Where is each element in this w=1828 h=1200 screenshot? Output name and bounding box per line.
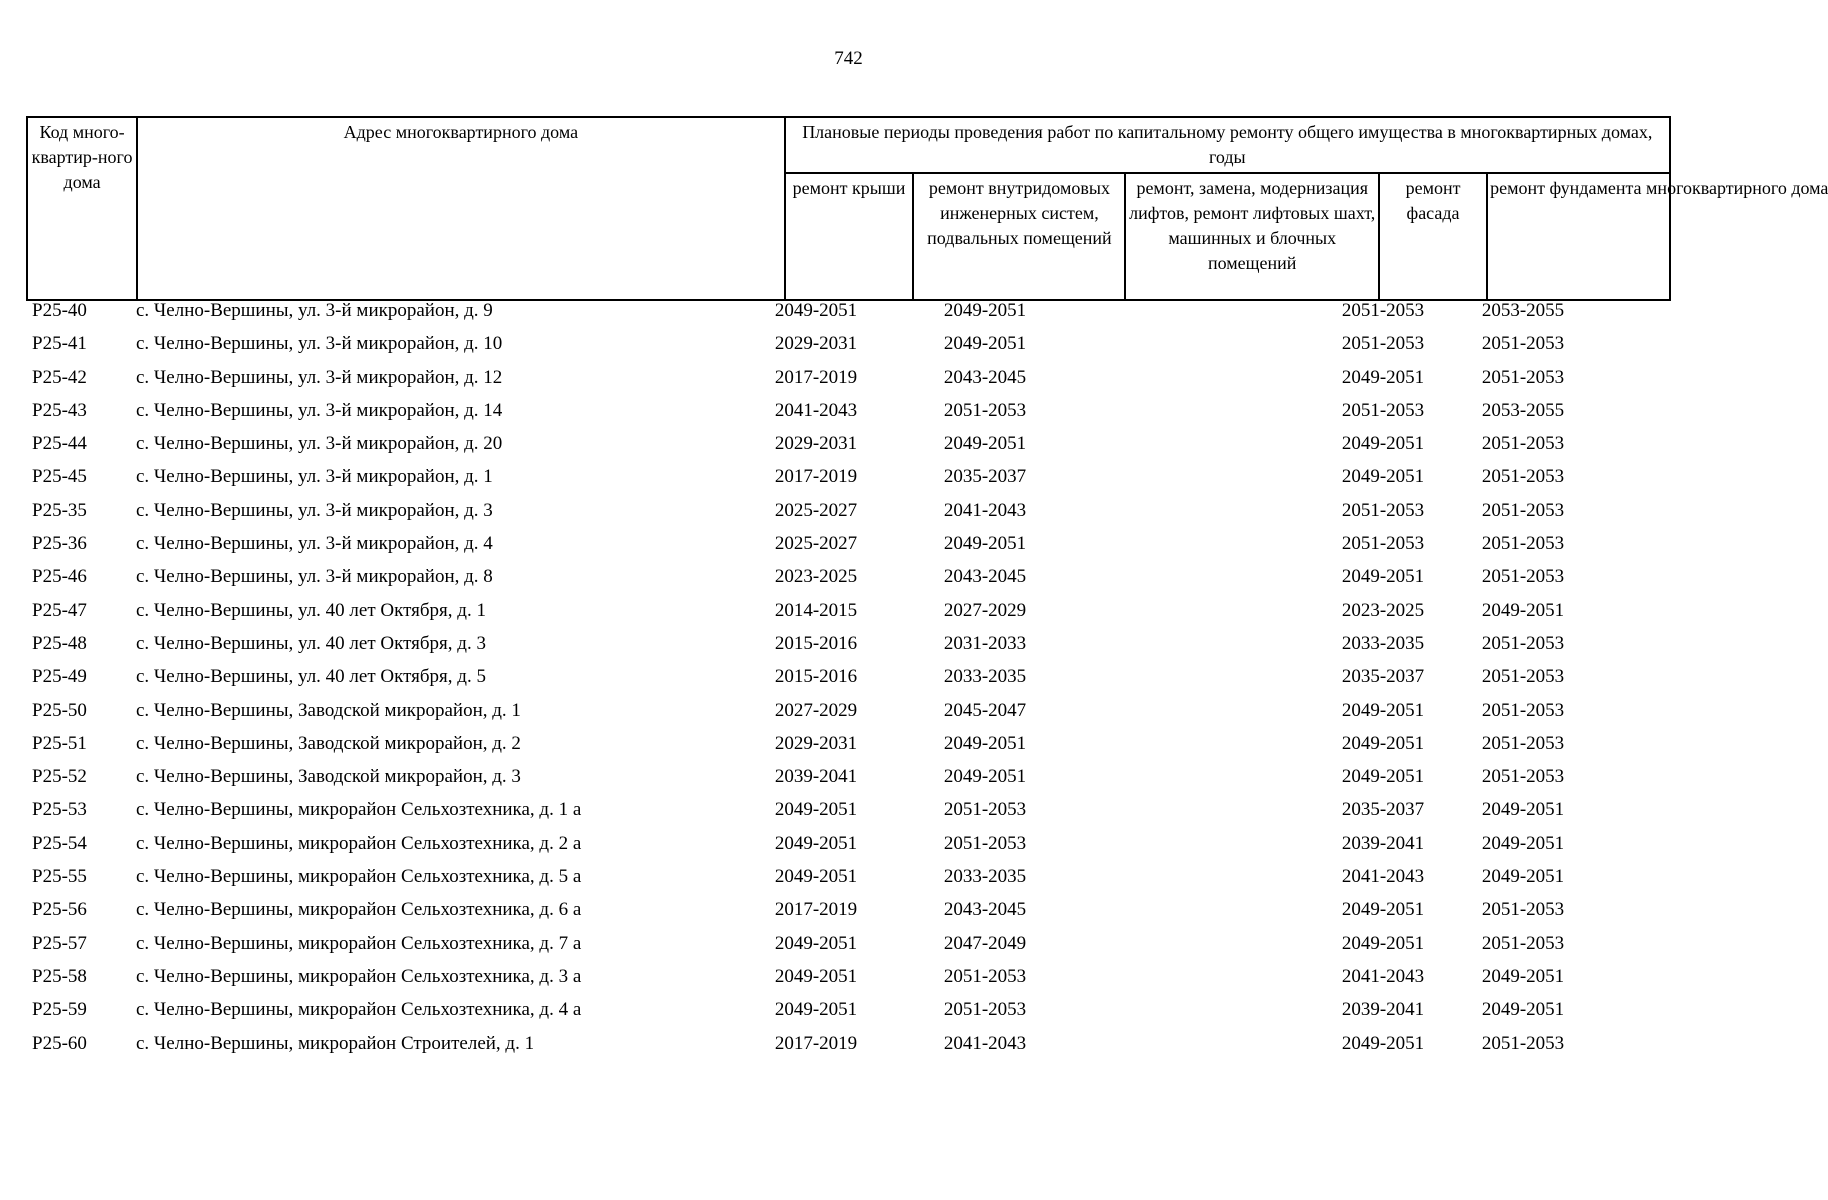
cell-code: Р25-47	[32, 599, 87, 621]
cell-roof: 2017-2019	[774, 899, 858, 921]
table-row	[26, 830, 1671, 863]
header-lifts: ремонт, замена, модернизация лифтов, ремонт лифтовых шахт, машинных и блочных помещений	[1125, 173, 1379, 300]
cell-engineering: 2051-2053	[943, 399, 1027, 421]
cell-engineering: 2051-2053	[943, 832, 1027, 854]
cell-facade: 2051-2053	[1341, 333, 1425, 355]
table-row	[26, 730, 1671, 763]
cell-roof: 2041-2043	[774, 399, 858, 421]
cell-engineering: 2047-2049	[943, 932, 1027, 954]
cell-roof: 2029-2031	[774, 433, 858, 455]
cell-engineering: 2033-2035	[943, 866, 1027, 888]
cell-foundation: 2053-2055	[1481, 300, 1565, 321]
cell-address: с. Челно-Вершины, ул. 40 лет Октября, д. 3	[136, 632, 486, 654]
cell-roof: 2017-2019	[774, 1032, 858, 1054]
table-row	[26, 996, 1671, 1029]
cell-code: Р25-35	[32, 499, 87, 521]
cell-roof: 2017-2019	[774, 466, 858, 488]
cell-address: с. Челно-Вершины, микрорайон Сельхозтехника, д. 4 а	[136, 999, 582, 1021]
cell-roof: 2015-2016	[774, 632, 858, 654]
cell-foundation: 2051-2053	[1481, 932, 1565, 954]
cell-foundation: 2051-2053	[1481, 1032, 1565, 1054]
table-row	[26, 963, 1671, 996]
cell-facade: 2035-2037	[1341, 666, 1425, 688]
table-row	[26, 463, 1671, 496]
cell-foundation: 2053-2055	[1481, 399, 1565, 421]
cell-foundation: 2051-2053	[1481, 533, 1565, 555]
cell-code: Р25-54	[32, 832, 87, 854]
cell-facade: 2049-2051	[1341, 566, 1425, 588]
cell-engineering: 2049-2051	[943, 333, 1027, 355]
cell-address: с. Челно-Вершины, микрорайон Сельхозтехника, д. 6 а	[136, 899, 582, 921]
cell-code: Р25-48	[32, 632, 87, 654]
cell-facade: 2051-2053	[1341, 300, 1425, 321]
cell-address: с. Челно-Вершины, ул. 3-й микрорайон, д. 8	[136, 566, 493, 588]
cell-facade: 2049-2051	[1341, 366, 1425, 388]
cell-roof: 2025-2027	[774, 499, 858, 521]
cell-roof: 2049-2051	[774, 300, 858, 321]
table-body	[26, 297, 1671, 1063]
cell-engineering: 2031-2033	[943, 632, 1027, 654]
cell-roof: 2017-2019	[774, 366, 858, 388]
cell-address: с. Челно-Вершины, микрорайон Сельхозтехника, д. 3 а	[136, 965, 582, 987]
table-row	[26, 563, 1671, 596]
table-row	[26, 796, 1671, 829]
cell-engineering: 2035-2037	[943, 466, 1027, 488]
cell-engineering: 2049-2051	[943, 766, 1027, 788]
table-row	[26, 697, 1671, 730]
cell-roof: 2049-2051	[774, 999, 858, 1021]
cell-address: с. Челно-Вершины, микрорайон Строителей, д. 1	[136, 1032, 535, 1054]
table-row	[26, 330, 1671, 363]
cell-code: Р25-50	[32, 699, 87, 721]
cell-address: с. Челно-Вершины, Заводской микрорайон, д. 3	[136, 766, 521, 788]
cell-facade: 2049-2051	[1341, 899, 1425, 921]
cell-address: с. Челно-Вершины, ул. 40 лет Октября, д. 5	[136, 666, 486, 688]
cell-address: с. Челно-Вершины, ул. 3-й микрорайон, д. 20	[136, 433, 503, 455]
cell-address: с. Челно-Вершины, ул. 3-й микрорайон, д. 1	[136, 466, 493, 488]
cell-foundation: 2051-2053	[1481, 699, 1565, 721]
cell-address: с. Челно-Вершины, ул. 40 лет Октября, д. 1	[136, 599, 486, 621]
cell-roof: 2049-2051	[774, 932, 858, 954]
cell-engineering: 2041-2043	[943, 499, 1027, 521]
cell-code: Р25-51	[32, 732, 87, 754]
cell-foundation: 2051-2053	[1481, 732, 1565, 754]
cell-roof: 2014-2015	[774, 599, 858, 621]
cell-facade: 2049-2051	[1341, 699, 1425, 721]
cell-foundation: 2049-2051	[1481, 599, 1565, 621]
table-row	[26, 863, 1671, 896]
table-row	[26, 497, 1671, 530]
cell-foundation: 2051-2053	[1481, 333, 1565, 355]
cell-address: с. Челно-Вершины, ул. 3-й микрорайон, д. 10	[136, 333, 503, 355]
cell-engineering: 2041-2043	[943, 1032, 1027, 1054]
cell-code: Р25-45	[32, 466, 87, 488]
cell-foundation: 2051-2053	[1481, 899, 1565, 921]
cell-foundation: 2051-2053	[1481, 499, 1565, 521]
table-row	[26, 297, 1671, 330]
cell-address: с. Челно-Вершины, ул. 3-й микрорайон, д. 14	[136, 399, 503, 421]
table-row	[26, 597, 1671, 630]
header-facade: ремонт фасада	[1379, 173, 1487, 300]
cell-address: с. Челно-Вершины, ул. 3-й микрорайон, д. 3	[136, 499, 493, 521]
cell-code: Р25-53	[32, 799, 87, 821]
cell-code: Р25-49	[32, 666, 87, 688]
page-number: 742	[834, 48, 863, 69]
cell-code: Р25-60	[32, 1032, 87, 1054]
cell-facade: 2051-2053	[1341, 399, 1425, 421]
cell-roof: 2023-2025	[774, 566, 858, 588]
table-row	[26, 530, 1671, 563]
cell-foundation: 2051-2053	[1481, 466, 1565, 488]
cell-facade: 2051-2053	[1341, 533, 1425, 555]
cell-code: Р25-41	[32, 333, 87, 355]
cell-engineering: 2051-2053	[943, 999, 1027, 1021]
cell-engineering: 2033-2035	[943, 666, 1027, 688]
header-foundation: ремонт фундамента многоквартирного дома	[1487, 173, 1670, 300]
cell-engineering: 2045-2047	[943, 699, 1027, 721]
cell-code: Р25-56	[32, 899, 87, 921]
cell-roof: 2049-2051	[774, 866, 858, 888]
cell-address: с. Челно-Вершины, микрорайон Сельхозтехника, д. 5 а	[136, 866, 582, 888]
cell-address: с. Челно-Вершины, ул. 3-й микрорайон, д. 4	[136, 533, 493, 555]
cell-facade: 2049-2051	[1341, 1032, 1425, 1054]
cell-facade: 2041-2043	[1341, 965, 1425, 987]
cell-code: Р25-59	[32, 999, 87, 1021]
table-row	[26, 364, 1671, 397]
cell-roof: 2039-2041	[774, 766, 858, 788]
cell-roof: 2049-2051	[774, 965, 858, 987]
cell-foundation: 2049-2051	[1481, 965, 1565, 987]
header-code: Код много-квартир-ного дома	[27, 117, 137, 300]
cell-code: Р25-52	[32, 766, 87, 788]
cell-address: с. Челно-Вершины, ул. 3-й микрорайон, д. 12	[136, 366, 503, 388]
header-address: Адрес многоквартирного дома	[137, 117, 784, 300]
table-row	[26, 630, 1671, 663]
cell-code: Р25-42	[32, 366, 87, 388]
cell-foundation: 2051-2053	[1481, 632, 1565, 654]
cell-code: Р25-57	[32, 932, 87, 954]
cell-address: с. Челно-Вершины, микрорайон Сельхозтехника, д. 1 а	[136, 799, 582, 821]
cell-address: с. Челно-Вершины, микрорайон Сельхозтехника, д. 2 а	[136, 832, 582, 854]
cell-foundation: 2049-2051	[1481, 832, 1565, 854]
cell-engineering: 2051-2053	[943, 799, 1027, 821]
cell-facade: 2023-2025	[1341, 599, 1425, 621]
cell-engineering: 2049-2051	[943, 300, 1027, 321]
cell-facade: 2049-2051	[1341, 433, 1425, 455]
cell-engineering: 2043-2045	[943, 366, 1027, 388]
table-row	[26, 663, 1671, 696]
cell-engineering: 2051-2053	[943, 965, 1027, 987]
cell-code: Р25-58	[32, 965, 87, 987]
cell-facade: 2035-2037	[1341, 799, 1425, 821]
cell-roof: 2015-2016	[774, 666, 858, 688]
cell-facade: 2039-2041	[1341, 999, 1425, 1021]
cell-address: с. Челно-Вершины, Заводской микрорайон, д. 2	[136, 732, 521, 754]
cell-roof: 2029-2031	[774, 333, 858, 355]
table-header	[26, 116, 1828, 301]
cell-code: Р25-46	[32, 566, 87, 588]
cell-foundation: 2051-2053	[1481, 566, 1565, 588]
cell-code: Р25-40	[32, 300, 87, 321]
cell-facade: 2049-2051	[1341, 732, 1425, 754]
header-roof: ремонт крыши	[785, 173, 914, 300]
cell-address: с. Челно-Вершины, Заводской микрорайон, д. 1	[136, 699, 521, 721]
table-row	[26, 930, 1671, 963]
cell-code: Р25-36	[32, 533, 87, 555]
cell-engineering: 2043-2045	[943, 899, 1027, 921]
cell-foundation: 2051-2053	[1481, 433, 1565, 455]
cell-roof: 2029-2031	[774, 732, 858, 754]
cell-facade: 2049-2051	[1341, 766, 1425, 788]
cell-facade: 2041-2043	[1341, 866, 1425, 888]
header-periods: Плановые периоды проведения работ по капитальному ремонту общего имущества в многоквартирных домах, годы	[785, 117, 1670, 173]
cell-address: с. Челно-Вершины, ул. 3-й микрорайон, д. 9	[136, 300, 493, 321]
cell-roof: 2027-2029	[774, 699, 858, 721]
cell-foundation: 2051-2053	[1481, 766, 1565, 788]
cell-address: с. Челно-Вершины, микрорайон Сельхозтехника, д. 7 а	[136, 932, 582, 954]
cell-engineering: 2043-2045	[943, 566, 1027, 588]
cell-roof: 2025-2027	[774, 533, 858, 555]
cell-engineering: 2027-2029	[943, 599, 1027, 621]
header-engineering: ремонт внутридомовых инженерных систем, подвальных помещений	[913, 173, 1125, 300]
table-row	[26, 763, 1671, 796]
cell-facade: 2049-2051	[1341, 466, 1425, 488]
cell-foundation: 2051-2053	[1481, 366, 1565, 388]
cell-roof: 2049-2051	[774, 799, 858, 821]
cell-facade: 2049-2051	[1341, 932, 1425, 954]
table-row	[26, 397, 1671, 430]
cell-foundation: 2049-2051	[1481, 799, 1565, 821]
cell-foundation: 2049-2051	[1481, 866, 1565, 888]
table-row	[26, 1030, 1671, 1063]
cell-foundation: 2051-2053	[1481, 666, 1565, 688]
table-row	[26, 896, 1671, 929]
cell-code: Р25-43	[32, 399, 87, 421]
cell-foundation: 2049-2051	[1481, 999, 1565, 1021]
cell-facade: 2033-2035	[1341, 632, 1425, 654]
cell-code: Р25-44	[32, 433, 87, 455]
cell-facade: 2051-2053	[1341, 499, 1425, 521]
cell-facade: 2039-2041	[1341, 832, 1425, 854]
cell-roof: 2049-2051	[774, 832, 858, 854]
table-row	[26, 430, 1671, 463]
cell-code: Р25-55	[32, 866, 87, 888]
cell-engineering: 2049-2051	[943, 533, 1027, 555]
cell-engineering: 2049-2051	[943, 732, 1027, 754]
cell-engineering: 2049-2051	[943, 433, 1027, 455]
